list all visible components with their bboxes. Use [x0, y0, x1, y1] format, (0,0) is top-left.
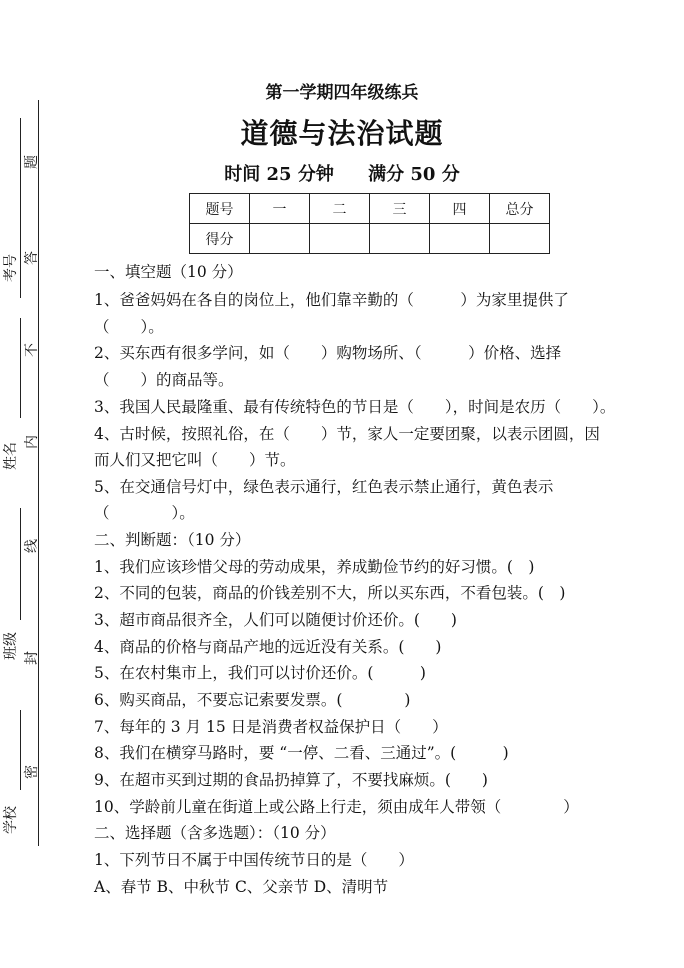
question-line: （ ）。 [94, 504, 195, 522]
seal-char: 内 [24, 435, 40, 449]
score-table-score-row [190, 224, 550, 254]
question-line: 1、我们应该珍惜父母的劳动成果，养成勤俭节约的好习惯。( ) [94, 558, 535, 576]
score-table-cell: 二 [310, 194, 370, 224]
question-line: 8、我们在横穿马路时，要 “一停、二看、三通过”。( ) [94, 744, 509, 762]
score-table-cell: 题号 [190, 194, 250, 224]
exam-subtitle: 第一学期四年级练兵 [265, 83, 419, 103]
question-line: 5、在交通信号灯中，绿色表示通行，红色表示禁止通行，黄色表示 [94, 478, 554, 496]
binding-line-right [38, 100, 39, 846]
score-input-cell[interactable] [310, 224, 370, 254]
full-score: 满分 50 分 [368, 164, 460, 185]
binding-line-left [20, 318, 21, 418]
question-line: 7、每年的 3 月 15 日是消费者权益保护日（ ） [94, 718, 448, 736]
score-input-cell[interactable] [490, 224, 550, 254]
question-line: 9、在超市买到过期的食品扔掉算了，不要找麻烦。( ) [94, 771, 488, 789]
question-line: 2、不同的包装，商品的价钱差别不大，所以买东西，不看包装。( ) [94, 584, 566, 602]
seal-char: 题 [24, 155, 40, 169]
binding-line-left [20, 508, 21, 620]
score-table-cell: 一 [250, 194, 310, 224]
question-line: 5、在农村集市上，我们可以讨价还价。( ) [94, 664, 426, 682]
question-line: 6、购买商品，不要忘记索要发票。( ) [94, 691, 411, 709]
question-line: 4、古时候，按照礼俗，在（ ）节，家人一定要团聚，以表示团圆，因 [94, 425, 600, 443]
name-label: 姓名 [3, 442, 19, 470]
question-line: 而人们又把它叫（ ）节。 [94, 451, 296, 469]
time-limit: 时间 25 分钟 [224, 164, 334, 185]
section-heading: 二、判断题：（10 分） [94, 531, 251, 549]
seal-char: 不 [24, 343, 40, 357]
section-heading: 二、选择题（含多选题）：（10 分） [94, 824, 336, 842]
exam-title: 道德与法治试题 [240, 117, 444, 150]
question-line: 10、学龄前儿童在街道上或公路上行走，须由成年人带领（ ） [94, 798, 579, 816]
score-table-cell: 四 [430, 194, 490, 224]
score-input-cell[interactable] [250, 224, 310, 254]
score-table-header-row [190, 194, 550, 224]
seal-char: 线 [24, 539, 40, 553]
score-input-cell[interactable] [370, 224, 430, 254]
score-table-cell: 三 [370, 194, 430, 224]
question-line: 1、爸爸妈妈在各自的岗位上，他们靠辛勤的（ ）为家里提供了 [94, 291, 569, 309]
exam-number-label: 考号 [3, 254, 19, 282]
score-table [189, 193, 550, 254]
question-line: 4、商品的价格与商品产地的远近没有关系。( ) [94, 638, 442, 656]
question-line: （ ）。 [94, 318, 164, 336]
question-line: 3、我国人民最隆重、最有传统特色的节日是（ ），时间是农历（ ）。 [94, 398, 616, 416]
time-and-score [0, 160, 684, 186]
section-heading: 一、填空题（10 分） [94, 263, 243, 281]
score-table-cell: 总分 [490, 194, 550, 224]
seal-char: 答 [24, 251, 40, 265]
question-line: A、春节 B、中秋节 C、父亲节 D、清明节 [94, 878, 389, 896]
school-label: 学校 [3, 806, 19, 834]
question-line: 1、下列节日不属于中国传统节日的是（ ） [94, 851, 414, 869]
score-input-cell[interactable] [430, 224, 490, 254]
seal-char: 密 [24, 765, 40, 779]
class-label: 班级 [3, 632, 19, 660]
seal-char: 封 [24, 651, 40, 665]
score-table-cell: 得分 [190, 224, 250, 254]
question-line: 2、买东西有很多学问，如（ ）购物场所、（ ）价格、选择 [94, 344, 562, 362]
question-line: （ ）的商品等。 [94, 371, 234, 389]
question-line: 3、超市商品很齐全，人们可以随便讨价还价。( ) [94, 611, 457, 629]
